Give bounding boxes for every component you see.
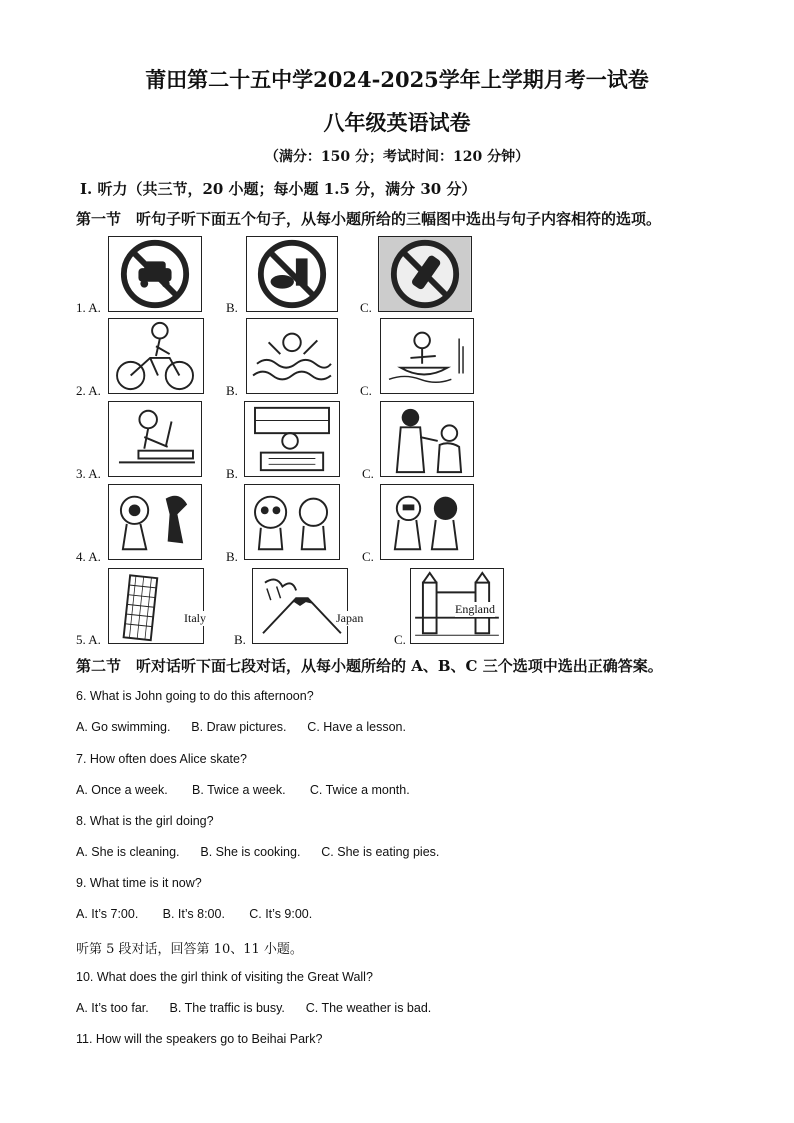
two-mascots-image <box>108 484 202 560</box>
exam-subtitle: 八年级英语试卷 <box>323 110 471 135</box>
doctor-with-patient-image <box>380 401 474 477</box>
mount-fuji-image <box>252 568 348 644</box>
panda-mascots-image <box>244 484 340 560</box>
item-2-b-label: B. <box>226 383 238 398</box>
engineer-at-control-panel-image <box>244 401 340 477</box>
question-11: 11. How will the speakers go to Beihai Park? <box>76 1032 323 1046</box>
question-9-options: A. It’s 7:00. B. It’s 8:00. C. It’s 9:00. <box>76 907 313 921</box>
no-drinks-sign-image <box>378 236 472 312</box>
question-8-options: A. She is cleaning. B. She is cooking. C. She is eating pies. <box>76 845 440 859</box>
item-2-label: 2. A. <box>76 383 101 398</box>
part2-instruction: 第二节 听对话听下面七段对话，从每小题所给的 A、B、C 三个选项中选出正确答案。 <box>76 657 663 675</box>
question-9: 9. What time is it now? <box>76 876 202 890</box>
part1-instruction: 第一节 听句子听下面五个句子，从每小题所给的三幅图中选出与句子内容相符的选项。 <box>76 210 662 228</box>
item-5-label: 5. A. <box>76 632 101 647</box>
no-fast-food-sign-image <box>246 236 338 312</box>
item-1-b-label: B. <box>226 300 238 315</box>
item-5-c-label: C. <box>394 632 406 647</box>
item-5-b-label: B. <box>234 632 246 647</box>
section-heading: Ⅰ. 听力（共三节，20 小题；每小题 1.5 分，满分 30 分） <box>80 180 477 198</box>
exam-title: 莆田第二十五中学2024-2025学年上学期月考一试卷 <box>145 67 649 92</box>
question-7-options: A. Once a week. B. Twice a week. C. Twice a month. <box>76 783 410 797</box>
item-3-label: 3. A. <box>76 466 101 481</box>
question-6-options: A. Go swimming. B. Draw pictures. C. Have a lesson. <box>76 720 406 734</box>
question-10-options: A. It’s too far. B. The traffic is busy. C. The weather is bad. <box>76 1001 432 1015</box>
item-1-label: 1. A. <box>76 300 101 315</box>
caption-england: England <box>455 602 495 616</box>
caption-japan: Japan <box>336 611 364 625</box>
item-4-b-label: B. <box>226 549 238 564</box>
leaning-tower-image <box>108 568 204 644</box>
boy-swimming-image <box>246 318 338 394</box>
item-2-c-label: C. <box>360 383 372 398</box>
item-4-c-label: C. <box>362 549 374 564</box>
exam-info: （满分：150 分；考试时间：120 分钟） <box>264 149 530 165</box>
question-8: 8. What is the girl doing? <box>76 814 214 828</box>
question-10: 10. What does the girl think of visiting the Great Wall? <box>76 970 373 984</box>
writer-at-desk-image <box>108 401 202 477</box>
item-3-b-label: B. <box>226 466 238 481</box>
question-7: 7. How often does Alice skate? <box>76 752 247 766</box>
item-1-c-label: C. <box>360 300 372 315</box>
dialogue-5-note: 听第 5 段对话，回答第 10、11 小题。 <box>76 942 303 957</box>
caption-italy: Italy <box>184 611 206 625</box>
question-6: 6. What is John going to do this afternoon? <box>76 689 314 703</box>
boy-riding-bike-image <box>108 318 204 394</box>
boy-boating-image <box>380 318 474 394</box>
no-car-sign-image <box>108 236 202 312</box>
item-4-label: 4. A. <box>76 549 101 564</box>
robot-mascots-image <box>380 484 474 560</box>
item-3-c-label: C. <box>362 466 374 481</box>
